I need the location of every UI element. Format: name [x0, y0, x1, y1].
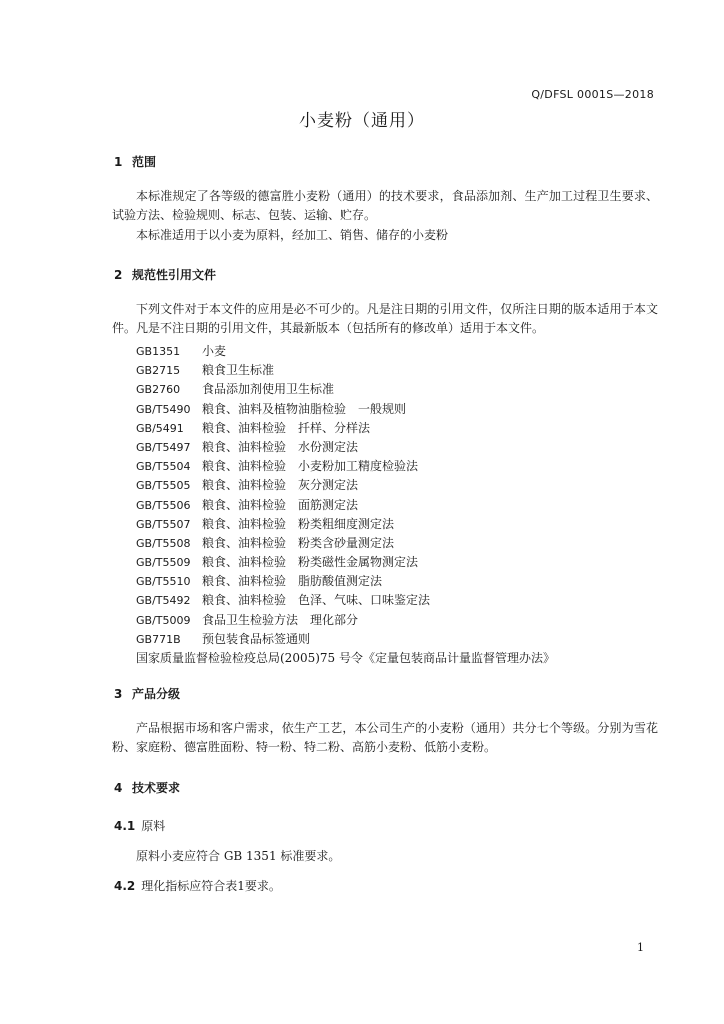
reference-code: GB/T5507: [136, 517, 191, 531]
reference-item: [136, 496, 555, 515]
reference-decree: 国家质量监督检验检疫总局(2005)75 号令《定量包装商品计量监督管理办法》: [136, 651, 555, 665]
reference-item: [136, 342, 555, 361]
subsection-text: 理化指标应符合表1要求。: [141, 879, 281, 893]
reference-item: [136, 438, 555, 457]
section-heading-scope: [114, 153, 156, 170]
page-number: 1: [637, 941, 644, 954]
reference-code: GB1351: [136, 345, 181, 358]
reference-item: [136, 534, 555, 553]
reference-item: [136, 476, 555, 495]
section-number: 1: [114, 155, 123, 169]
reference-code: GB/T5492: [136, 594, 191, 608]
subsection-physicochemical: [114, 877, 281, 894]
section-title: 范围: [132, 155, 157, 169]
references-intro-paragraph: 下列文件对于本文件的应用是必不可少的。凡是注日期的引用文件，仅所注日期的版本适用于本文件。凡是不注日期的引用文件，其最新版本（包括所有的修改单）适用于本文件。: [112, 302, 658, 335]
reference-title: 粮食卫生标准: [202, 363, 275, 378]
reference-item: [136, 515, 555, 534]
section-title: 技术要求: [132, 781, 181, 795]
subsection-number: 4.2: [114, 879, 136, 893]
document-title: 小麦粉（通用）: [299, 111, 425, 131]
reference-code: GB/T5506: [136, 498, 191, 512]
reference-title: 粮食、油料检验 粉类磁性金属物测定法: [202, 555, 419, 570]
section-number: 3: [114, 687, 123, 701]
standard-code: Q/DFSL 0001S—2018: [531, 88, 654, 101]
reference-code: GB2760: [136, 383, 181, 397]
reference-code: GB/T5504: [136, 460, 191, 474]
reference-title: 粮食、油料检验 面筋测定法: [202, 497, 359, 512]
reference-code: GB2715: [136, 364, 181, 378]
raw-materials-text: 原料小麦应符合 GB 1351 标准要求。: [136, 849, 341, 863]
reference-code: GB/T5505: [136, 479, 191, 493]
reference-item: [136, 591, 555, 610]
section-heading-technical-requirements: [114, 779, 180, 796]
reference-title: 粮食、油料检验 色泽、气味、口味鉴定法: [202, 593, 431, 608]
reference-item: [136, 400, 555, 419]
grading-paragraph: 产品根据市场和客户需求，依生产工艺，本公司生产的小麦粉（通用）共分七个等级。分别为雪花粉、家庭粉、德富胜面粉、特一粉、特二粉、高筋小麦粉、低筋小麦粉。: [112, 721, 658, 754]
reference-item: [136, 457, 555, 476]
section-heading-product-grading: [114, 685, 180, 702]
reference-item: [136, 553, 555, 572]
section-number: 4: [114, 781, 123, 795]
reference-title: 粮食、油料检验 水份测定法: [202, 439, 359, 454]
reference-list: [136, 342, 555, 668]
reference-item: [136, 419, 555, 438]
reference-title: 预包装食品标签通则: [202, 631, 311, 646]
reference-code: GB/T5510: [136, 575, 191, 589]
reference-title: 小麦: [202, 344, 227, 358]
section-title: 产品分级: [132, 687, 181, 701]
reference-code: GB/T5009: [136, 613, 191, 627]
reference-code: GB/T5497: [136, 440, 191, 454]
reference-title: 粮食、油料检验 粉类粗细度测定法: [202, 516, 395, 531]
reference-item: [136, 361, 555, 380]
reference-title: 粮食、油料检验 粉类含砂量测定法: [202, 535, 395, 550]
reference-title: 食品添加剂使用卫生标准: [202, 382, 335, 397]
reference-item: [136, 380, 555, 399]
reference-item: [136, 630, 555, 649]
subsection-title: 原料: [141, 819, 166, 833]
reference-title: 粮食、油料检验 小麦粉加工精度检验法: [202, 459, 419, 474]
subsection-number: 4.1: [114, 819, 136, 833]
reference-title: 粮食、油料及植物油脂检验 一般规则: [202, 401, 407, 416]
scope-paragraph-2: 本标准适用于以小麦为原料，经加工、销售、储存的小麦粉: [136, 228, 449, 242]
reference-title: 粮食、油料检验 脂肪酸值测定法: [202, 574, 383, 589]
scope-paragraph-1: 本标准规定了各等级的德富胜小麦粉（通用）的技术要求，食品添加剂、生产加工过程卫生要求、试验方法、检验规则、标志、包装、运输、贮存。: [112, 189, 658, 222]
reference-code: GB771B: [136, 632, 181, 646]
section-title: 规范性引用文件: [132, 268, 217, 282]
subsection-raw-materials: [114, 817, 165, 834]
reference-title: 粮食、油料检验 扦样、分样法: [202, 420, 371, 435]
reference-code: GB/5491: [136, 421, 184, 435]
reference-code: GB/T5490: [136, 402, 191, 416]
reference-code: GB/T5508: [136, 536, 191, 550]
reference-code: GB/T5509: [136, 556, 191, 570]
section-heading-normative-references: [114, 266, 216, 283]
reference-title: 食品卫生检验方法 理化部分: [202, 612, 359, 627]
reference-title: 粮食、油料检验 灰分测定法: [202, 478, 359, 493]
section-number: 2: [114, 268, 123, 282]
reference-item: [136, 572, 555, 591]
reference-item: [136, 611, 555, 630]
